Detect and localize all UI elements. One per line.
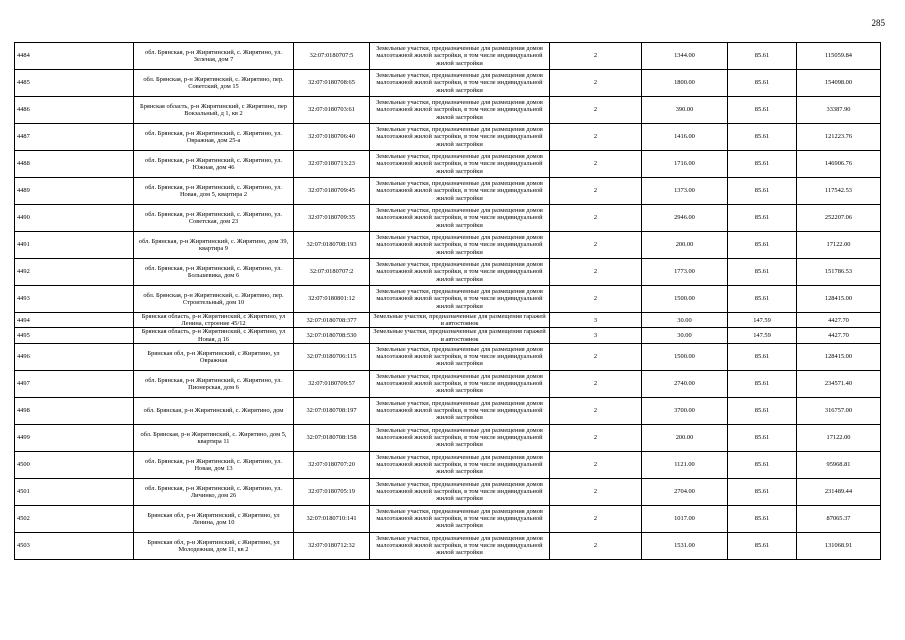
permitted-use-cell: Земельные участки, предназначенные для размещения домов малоэтажной жилой застройки, в том числе индивидуальной жилой застройки bbox=[370, 232, 550, 259]
cadastral-number-cell: 32:07:0180703:61 bbox=[294, 97, 370, 124]
specific-value-cell: 85.61 bbox=[728, 124, 797, 151]
specific-value-cell: 147.59 bbox=[728, 313, 797, 328]
cadastral-value-cell: 154098.00 bbox=[797, 70, 881, 97]
specific-value-cell: 85.61 bbox=[728, 478, 797, 505]
group-cell: 2 bbox=[550, 532, 642, 559]
area-cell: 2704.00 bbox=[642, 478, 728, 505]
permitted-use-cell: Земельные участки, предназначенные для размещения домов малоэтажной жилой застройки, в том числе индивидуальной жилой застройки bbox=[370, 178, 550, 205]
group-cell: 2 bbox=[550, 370, 642, 397]
cadastral-value-cell: 146906.76 bbox=[797, 151, 881, 178]
group-cell: 2 bbox=[550, 343, 642, 370]
row-number: 4500 bbox=[15, 451, 134, 478]
group-cell: 2 bbox=[550, 70, 642, 97]
row-number: 4496 bbox=[15, 343, 134, 370]
table-row bbox=[15, 43, 881, 70]
cadastral-number-cell: 32:07:0180709:35 bbox=[294, 205, 370, 232]
group-cell: 3 bbox=[550, 328, 642, 343]
group-cell: 2 bbox=[550, 124, 642, 151]
group-cell: 2 bbox=[550, 424, 642, 451]
row-number: 4486 bbox=[15, 97, 134, 124]
cadastral-value-cell: 17122.00 bbox=[797, 424, 881, 451]
area-cell: 2740.00 bbox=[642, 370, 728, 397]
specific-value-cell: 85.61 bbox=[728, 97, 797, 124]
table-row bbox=[15, 451, 881, 478]
row-number: 4493 bbox=[15, 286, 134, 313]
specific-value-cell: 85.61 bbox=[728, 205, 797, 232]
address-cell: обл. Брянская, р-н Жирятинский, с. Жирятино, ул. Личинко, дом 26 bbox=[134, 478, 294, 505]
cadastral-value-cell: 231489.44 bbox=[797, 478, 881, 505]
area-cell: 1800.00 bbox=[642, 70, 728, 97]
cadastral-number-cell: 32:07:0180706:40 bbox=[294, 124, 370, 151]
permitted-use-cell: Земельные участки, предназначенные для размещения домов малоэтажной жилой застройки, в том числе индивидуальной жилой застройки bbox=[370, 124, 550, 151]
row-number: 4498 bbox=[15, 397, 134, 424]
cadastral-number-cell: 32:07:0180708:377 bbox=[294, 313, 370, 328]
table-row bbox=[15, 328, 881, 343]
cadastral-number-cell: 32:07:0180707:20 bbox=[294, 451, 370, 478]
table-row bbox=[15, 313, 881, 328]
specific-value-cell: 85.61 bbox=[728, 532, 797, 559]
permitted-use-cell: Земельные участки, предназначенные для размещения домов малоэтажной жилой застройки, в том числе индивидуальной жилой застройки bbox=[370, 343, 550, 370]
specific-value-cell: 85.61 bbox=[728, 259, 797, 286]
group-cell: 2 bbox=[550, 451, 642, 478]
cadastral-value-cell: 17122.00 bbox=[797, 232, 881, 259]
page-number: 285 bbox=[871, 18, 885, 28]
group-cell: 2 bbox=[550, 97, 642, 124]
permitted-use-cell: Земельные участки, предназначенные для размещения домов малоэтажной жилой застройки, в том числе индивидуальной жилой застройки bbox=[370, 286, 550, 313]
cadastral-number-cell: 32:07:0180712:32 bbox=[294, 532, 370, 559]
permitted-use-cell: Земельные участки, предназначенные для размещения домов малоэтажной жилой застройки, в том числе индивидуальной жилой застройки bbox=[370, 151, 550, 178]
address-cell: Брянская обл, р-н Жирятинский, с Жирятино, ул Ленина, дом 10 bbox=[134, 505, 294, 532]
permitted-use-cell: Земельные участки, предназначенные для размещения домов малоэтажной жилой застройки, в том числе индивидуальной жилой застройки bbox=[370, 259, 550, 286]
row-number: 4491 bbox=[15, 232, 134, 259]
address-cell: обл. Брянская, р-н Жирятинский, с. Жирятино, ул. Новая, дом 13 bbox=[134, 451, 294, 478]
group-cell: 2 bbox=[550, 397, 642, 424]
cadastral-value-cell: 131068.91 bbox=[797, 532, 881, 559]
cadastral-number-cell: 32:07:0180709:57 bbox=[294, 370, 370, 397]
address-cell: обл. Брянская, р-н Жирятинский, с. Жирятино, ул. Овражная, дом 25-а bbox=[134, 124, 294, 151]
cadastral-value-cell: 87065.37 bbox=[797, 505, 881, 532]
address-cell: обл. Брянская, р-н Жирятинский, с. Жирятино, дом bbox=[134, 397, 294, 424]
table-row bbox=[15, 397, 881, 424]
table-row bbox=[15, 178, 881, 205]
area-cell: 1416.00 bbox=[642, 124, 728, 151]
area-cell: 1716.00 bbox=[642, 151, 728, 178]
cadastral-number-cell: 32:07:0180705:19 bbox=[294, 478, 370, 505]
area-cell: 390.00 bbox=[642, 97, 728, 124]
area-cell: 1344.00 bbox=[642, 43, 728, 70]
row-number: 4503 bbox=[15, 532, 134, 559]
specific-value-cell: 85.61 bbox=[728, 151, 797, 178]
address-cell: Брянская обл, р-н Жирятинский, с Жирятино, ул Овражная bbox=[134, 343, 294, 370]
row-number: 4490 bbox=[15, 205, 134, 232]
specific-value-cell: 85.61 bbox=[728, 370, 797, 397]
table-row bbox=[15, 151, 881, 178]
cadastral-value-cell: 121223.76 bbox=[797, 124, 881, 151]
table-row bbox=[15, 478, 881, 505]
cadastral-value-cell: 117542.53 bbox=[797, 178, 881, 205]
group-cell: 2 bbox=[550, 259, 642, 286]
address-cell: Брянская обл, р-н Жирятинский, с Жирятино, ул Молодежная, дом 11, кв 2 bbox=[134, 532, 294, 559]
permitted-use-cell: Земельные участки, предназначенные для размещения домов малоэтажной жилой застройки, в том числе индивидуальной жилой застройки bbox=[370, 43, 550, 70]
address-cell: обл. Брянская, р-н Жирятинский, с. Жирятино, ул. Южная, дом 46 bbox=[134, 151, 294, 178]
row-number: 4497 bbox=[15, 370, 134, 397]
cadastral-number-cell: 32:07:0180708:65 bbox=[294, 70, 370, 97]
specific-value-cell: 147.59 bbox=[728, 328, 797, 343]
area-cell: 1500.00 bbox=[642, 286, 728, 313]
specific-value-cell: 85.61 bbox=[728, 343, 797, 370]
group-cell: 2 bbox=[550, 205, 642, 232]
table-row bbox=[15, 343, 881, 370]
area-cell: 3700.00 bbox=[642, 397, 728, 424]
table-row bbox=[15, 532, 881, 559]
group-cell: 2 bbox=[550, 232, 642, 259]
cadastral-value-cell: 95968.81 bbox=[797, 451, 881, 478]
row-number: 4489 bbox=[15, 178, 134, 205]
address-cell: Брянская область, р-н Жирятинский, с Жирятино, пер Вокзальный, д 1, кв 2 bbox=[134, 97, 294, 124]
cadastral-number-cell: 32:07:0180801:12 bbox=[294, 286, 370, 313]
permitted-use-cell: Земельные участки, предназначенные для размещения домов малоэтажной жилой застройки, в том числе индивидуальной жилой застройки bbox=[370, 70, 550, 97]
area-cell: 200.00 bbox=[642, 424, 728, 451]
address-cell: обл. Брянская, р-н Жирятинский, с. Жирятино, дом 5, квартира 11 bbox=[134, 424, 294, 451]
cadastral-value-cell: 316757.00 bbox=[797, 397, 881, 424]
permitted-use-cell: Земельные участки, предназначенные для размещения гаражей и автостоянок bbox=[370, 328, 550, 343]
cadastral-number-cell: 32:07:0180708:197 bbox=[294, 397, 370, 424]
cadastral-number-cell: 32:07:0180709:45 bbox=[294, 178, 370, 205]
permitted-use-cell: Земельные участки, предназначенные для размещения домов малоэтажной жилой застройки, в том числе индивидуальной жилой застройки bbox=[370, 424, 550, 451]
row-number: 4502 bbox=[15, 505, 134, 532]
area-cell: 1017.00 bbox=[642, 505, 728, 532]
cadastral-value-cell: 33387.90 bbox=[797, 97, 881, 124]
row-number: 4487 bbox=[15, 124, 134, 151]
permitted-use-cell: Земельные участки, предназначенные для размещения домов малоэтажной жилой застройки, в том числе индивидуальной жилой застройки bbox=[370, 205, 550, 232]
cadastral-number-cell: 32:07:0180708:158 bbox=[294, 424, 370, 451]
table-row bbox=[15, 70, 881, 97]
permitted-use-cell: Земельные участки, предназначенные для размещения домов малоэтажной жилой застройки, в том числе индивидуальной жилой застройки bbox=[370, 97, 550, 124]
address-cell: обл. Брянская, р-н Жирятинский, с. Жирятино, пер. Строительный, дом 10 bbox=[134, 286, 294, 313]
row-number: 4495 bbox=[15, 328, 134, 343]
row-number: 4492 bbox=[15, 259, 134, 286]
address-cell: обл. Брянская, р-н Жирятинский, с. Жирятино, ул. Зеленая, дом 7 bbox=[134, 43, 294, 70]
cadastral-value-cell: 115059.84 bbox=[797, 43, 881, 70]
cadastral-number-cell: 32:07:0180707:2 bbox=[294, 259, 370, 286]
group-cell: 2 bbox=[550, 286, 642, 313]
cadastral-number-cell: 32:07:0180708:530 bbox=[294, 328, 370, 343]
row-number: 4485 bbox=[15, 70, 134, 97]
address-cell: обл. Брянская, р-н Жирятинский, с. Жирятино, ул. Пионерская, дом 6 bbox=[134, 370, 294, 397]
specific-value-cell: 85.61 bbox=[728, 286, 797, 313]
specific-value-cell: 85.61 bbox=[728, 70, 797, 97]
area-cell: 30.00 bbox=[642, 313, 728, 328]
address-cell: обл. Брянская, р-н Жирятинский, с. Жирятино, пер. Советский, дом 15 bbox=[134, 70, 294, 97]
address-cell: обл. Брянская, р-н Жирятинский, с. Жирятино, ул. Новая, дом 5, квартира 2 bbox=[134, 178, 294, 205]
group-cell: 2 bbox=[550, 178, 642, 205]
table-row bbox=[15, 205, 881, 232]
table-row bbox=[15, 124, 881, 151]
table-row bbox=[15, 370, 881, 397]
specific-value-cell: 85.61 bbox=[728, 397, 797, 424]
specific-value-cell: 85.61 bbox=[728, 232, 797, 259]
specific-value-cell: 85.61 bbox=[728, 505, 797, 532]
cadastral-number-cell: 32:07:0180708:193 bbox=[294, 232, 370, 259]
group-cell: 2 bbox=[550, 478, 642, 505]
row-number: 4501 bbox=[15, 478, 134, 505]
specific-value-cell: 85.61 bbox=[728, 424, 797, 451]
table-body bbox=[15, 43, 881, 560]
land-registry-table bbox=[14, 42, 881, 560]
table-row bbox=[15, 424, 881, 451]
table-row bbox=[15, 97, 881, 124]
area-cell: 1773.00 bbox=[642, 259, 728, 286]
address-cell: Брянская область, р-н Жирятинский, с Жирятино, ул Новая, д 16 bbox=[134, 328, 294, 343]
permitted-use-cell: Земельные участки, предназначенные для размещения гаражей и автостоянок bbox=[370, 313, 550, 328]
cadastral-value-cell: 128415.00 bbox=[797, 286, 881, 313]
group-cell: 2 bbox=[550, 505, 642, 532]
group-cell: 2 bbox=[550, 43, 642, 70]
address-cell: Брянская область, р-н Жирятинский, с Жирятино, ул Ленина, строение 45/12 bbox=[134, 313, 294, 328]
address-cell: обл. Брянская, р-н Жирятинский, с. Жирятино, ул. Советская, дом 23 bbox=[134, 205, 294, 232]
row-number: 4499 bbox=[15, 424, 134, 451]
permitted-use-cell: Земельные участки, предназначенные для размещения домов малоэтажной жилой застройки, в том числе индивидуальной жилой застройки bbox=[370, 370, 550, 397]
cadastral-number-cell: 32:07:0180707:5 bbox=[294, 43, 370, 70]
row-number: 4484 bbox=[15, 43, 134, 70]
area-cell: 30.00 bbox=[642, 328, 728, 343]
row-number: 4488 bbox=[15, 151, 134, 178]
group-cell: 2 bbox=[550, 151, 642, 178]
area-cell: 200.00 bbox=[642, 232, 728, 259]
area-cell: 1500.00 bbox=[642, 343, 728, 370]
cadastral-value-cell: 234571.40 bbox=[797, 370, 881, 397]
cadastral-value-cell: 252207.06 bbox=[797, 205, 881, 232]
permitted-use-cell: Земельные участки, предназначенные для размещения домов малоэтажной жилой застройки, в том числе индивидуальной жилой застройки bbox=[370, 397, 550, 424]
table-row bbox=[15, 232, 881, 259]
specific-value-cell: 85.61 bbox=[728, 43, 797, 70]
area-cell: 1373.00 bbox=[642, 178, 728, 205]
cadastral-value-cell: 4427.70 bbox=[797, 313, 881, 328]
address-cell: обл. Брянская, р-н Жирятинский, с. Жирятино, ул. Большевика, дом 6 bbox=[134, 259, 294, 286]
cadastral-value-cell: 4427.70 bbox=[797, 328, 881, 343]
row-number: 4494 bbox=[15, 313, 134, 328]
permitted-use-cell: Земельные участки, предназначенные для размещения домов малоэтажной жилой застройки, в том числе индивидуальной жилой застройки bbox=[370, 505, 550, 532]
permitted-use-cell: Земельные участки, предназначенные для размещения домов малоэтажной жилой застройки, в том числе индивидуальной жилой застройки bbox=[370, 478, 550, 505]
area-cell: 1531.00 bbox=[642, 532, 728, 559]
cadastral-value-cell: 151786.53 bbox=[797, 259, 881, 286]
specific-value-cell: 85.61 bbox=[728, 451, 797, 478]
cadastral-number-cell: 32:07:0180710:141 bbox=[294, 505, 370, 532]
table-row bbox=[15, 259, 881, 286]
table-row bbox=[15, 286, 881, 313]
cadastral-number-cell: 32:07:0180706:115 bbox=[294, 343, 370, 370]
group-cell: 3 bbox=[550, 313, 642, 328]
table-row bbox=[15, 505, 881, 532]
area-cell: 1121.00 bbox=[642, 451, 728, 478]
permitted-use-cell: Земельные участки, предназначенные для размещения домов малоэтажной жилой застройки, в том числе индивидуальной жилой застройки bbox=[370, 451, 550, 478]
permitted-use-cell: Земельные участки, предназначенные для размещения домов малоэтажной жилой застройки, в том числе индивидуальной жилой застройки bbox=[370, 532, 550, 559]
cadastral-value-cell: 128415.00 bbox=[797, 343, 881, 370]
specific-value-cell: 85.61 bbox=[728, 178, 797, 205]
cadastral-number-cell: 32:07:0180713:23 bbox=[294, 151, 370, 178]
area-cell: 2946.00 bbox=[642, 205, 728, 232]
address-cell: обл. Брянская, р-н Жирятинский, с. Жирятино, дом 39, квартира 9 bbox=[134, 232, 294, 259]
